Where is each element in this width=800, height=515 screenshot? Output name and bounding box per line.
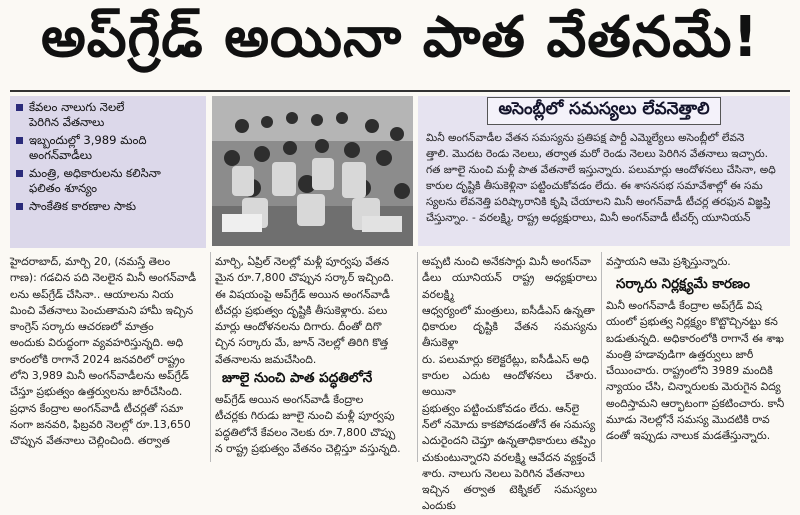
- subheading-july: జూలై నుంచి పాత పద్ధతిలోనే: [222, 370, 373, 386]
- highlight-text: సాంకేతిక కారణాల సాకు: [29, 199, 136, 213]
- highlight-item: [16, 100, 200, 130]
- square-bullet-icon: [16, 170, 23, 177]
- sidebar-heading: అసెంబ్లీలో సమస్యలు లేవనెత్తాలి: [487, 97, 720, 125]
- highlight-item: [16, 133, 200, 163]
- highlight-text: ఇబ్బందుల్లో 3,989 మంది అంగన్‌వాడీలు: [29, 133, 147, 162]
- highlight-item: [16, 166, 200, 196]
- square-bullet-icon: [16, 104, 23, 111]
- appeal-sidebar: [418, 96, 790, 246]
- sidebar-body: మినీ అంగన్‌వాడీల వేతన సమస్యను ప్రతిపక్ష పార్టీ ఎమ్మెల్యేలు అసెంబ్లీలో లేవనె త్తాలి. మొదట రెండు నెలలు, తర్వాత మరో రెండు నెలలు పెరిగిన వేతనాలు ఇచ్చారు. గత జూలై నుంచి మళ్లీ పాత వేతనాలే ఇస్తున్నారు. పలుమార్లు ఆందోళనలు చేసినా, అధి కారుల దృష్టికి తీసుకెళ్లినా పట్టించుకోవడం లేదు. ఈ శాసనసభ సమావేశాల్లో ఈ సమ స్యలను లేవనెత్తి పరిష్కారానికి కృషి చేయాలని మినీ అంగన్‌వాడీ టీచర్ల తరఫున విజ్ఞప్తి చేస్తున్నాం. - వరలక్ష్మి, రాష్ట్ర అధ్యక్షురాలు, మినీ అంగన్‌వాడీ టీచర్స్ యూనియన్: [426, 132, 776, 224]
- headline: అప్‌గ్రేడ్ అయినా పాత వేతనమే!: [41, 4, 759, 70]
- sidebar-heading-wrap: [418, 96, 790, 126]
- highlights-box: [10, 96, 206, 248]
- article-column-4-bottom: మినీ అంగన్‌వాడీ కేంద్రాల అప్‌గ్రేడ్ విష యంలో ప్రభుత్వ నిర్లక్ష్యం కొట్టొచ్చినట్టు కన బడుతున్నది. అధికారంలోకి రాగానే ఈ శాఖ మంత్రి హడావుడిగా ఉత్తర్వులు జారీ చేయించారు. రాష్ట్రంలోని 3989 మందికి న్యాయం చేసి, చిన్నారులకు మెరుగైన విద్య అందిస్తామని ఆర్భాటంగా ప్రకటించారు. కానీ మూడు నెలల్లోనే సమస్య మొదటికి రావ డంతో ఇప్పుడు నాలుక మడతేస్తున్నారు.: [606, 299, 785, 443]
- article-column-3: అప్పటి నుంచి అనేకసార్లు మినీ అంగన్‌వా డీలు యూనియన్ రాష్ట్ర అధ్యక్షురాలు వరలక్ష్మి ఆధ్వర్యంలో మంత్రులు, ఐసీడీఎస్ ఉన్నతా ధికారుల దృష్టికి వేతన సమస్యను తీసుకెళ్లా రు. పలుమార్లు కలెక్టరేట్లు, ఐసీడీఎస్ అధి కారుల ఎదుట ఆందోళనలు చేశారు. అయినా ప్రభుత్వం పట్టించుకోవడం లేదు. ఆన్‌లై న్‌లో నమోదు కాకపోవడంతోనే ఈ సమస్య ఎదురైందని చెప్తూ ఉన్నతాధికారులు తప్పిం చుకుంటున్నారని వరలక్ష్మి ఆవేదన వ్యక్తంచే శారు. నాలుగు నెలలు పెరిగిన వేతనాలు ఇచ్చిన తర్వాత టెక్నికల్ సమస్యలు ఎందుకు: [422, 255, 597, 513]
- subheading-negligence: సర్కారు నిర్లక్ష్యమే కారణం: [616, 276, 751, 292]
- column-divider: [601, 252, 602, 462]
- highlight-text: మంత్రి, అధికారులను కలిసినా ఫలితం శూన్యం: [29, 166, 161, 195]
- headline-rule: [10, 90, 790, 92]
- column-divider: [210, 252, 211, 462]
- children-photo: [212, 96, 413, 246]
- article-column-1: హైదరాబాద్, మార్చి 20, (నమస్తే తెలం గాణ): గడచిన పది నెలలైన మినీ అంగన్‌వాడీ లను అప్‌గ్రేడ్ చేసినా.. ఆయాలను నియ మించి వేతనాలు పెంచుతామని హామీ ఇచ్చిన కాంగ్రెస్ సర్కారు ఆచరణలో మాత్రం అందుకు విరుద్ధంగా వ్యవహరిస్తున్నది. అధి కారంలోకి రాగానే 2024 జనవరిలో రాష్ట్రం లోని 3,989 మినీ అంగన్‌వాడీలను అప్‌గ్రేడ్ చేస్తూ ప్రభుత్వం ఉత్తర్వులను జారీచేసింది. ప్రధాన కేంద్రాల అంగన్‌వాడీ టీచర్లతో సమా నంగా జనవరి, ఫిబ్రవరి నెలల్లో రూ.13,650 చొప్పున వేతనాలు చెల్లించింది. తర్వాత: [10, 255, 197, 448]
- square-bullet-icon: [16, 203, 23, 210]
- highlight-text: కేవలం నాలుగు నెలలే పెరిగిన వేతనాలు: [29, 100, 125, 129]
- article-column-2-bottom: అప్‌గ్రేడ్ అయిన అంగన్‌వాడీ కేంద్రాల టీచర్లకు గిరుడు జూలై నుంచి మళ్లీ పూర్వపు పద్ధతిలోనే కేవలం నెలకు రూ.7,800 చొప్పు న రాష్ట్ర ప్రభుత్వం వేతనం చెల్లిస్తూ వస్తున్నది.: [215, 393, 401, 455]
- column-divider: [417, 252, 418, 462]
- highlight-item: [16, 199, 200, 214]
- square-bullet-icon: [16, 137, 23, 144]
- article-column-4-top: వస్తాయని ఆమె ప్రశ్నిస్తున్నారు.: [606, 255, 731, 268]
- article-column-2-top: మార్చి, ఏప్రిల్ నెలల్లో మళ్లీ పూర్వపు వేతన మైన రూ.7,800 చొప్పున సర్కార్ ఇచ్చింది. ఈ విషయంపై అప్‌గ్రేడ్ అయిన అంగన్‌వాడీ టీచర్లు ప్రభుత్వం దృష్టికి తీసుకెళ్లారు. పలు మార్లు ఆందోళనలను దిగారు. దీంతో దిగొ చ్చిన సర్కారు మే, జూన్ నెలల్లో తిరిగి కొత్త వేతనాలను జమచేసింది.: [215, 255, 394, 366]
